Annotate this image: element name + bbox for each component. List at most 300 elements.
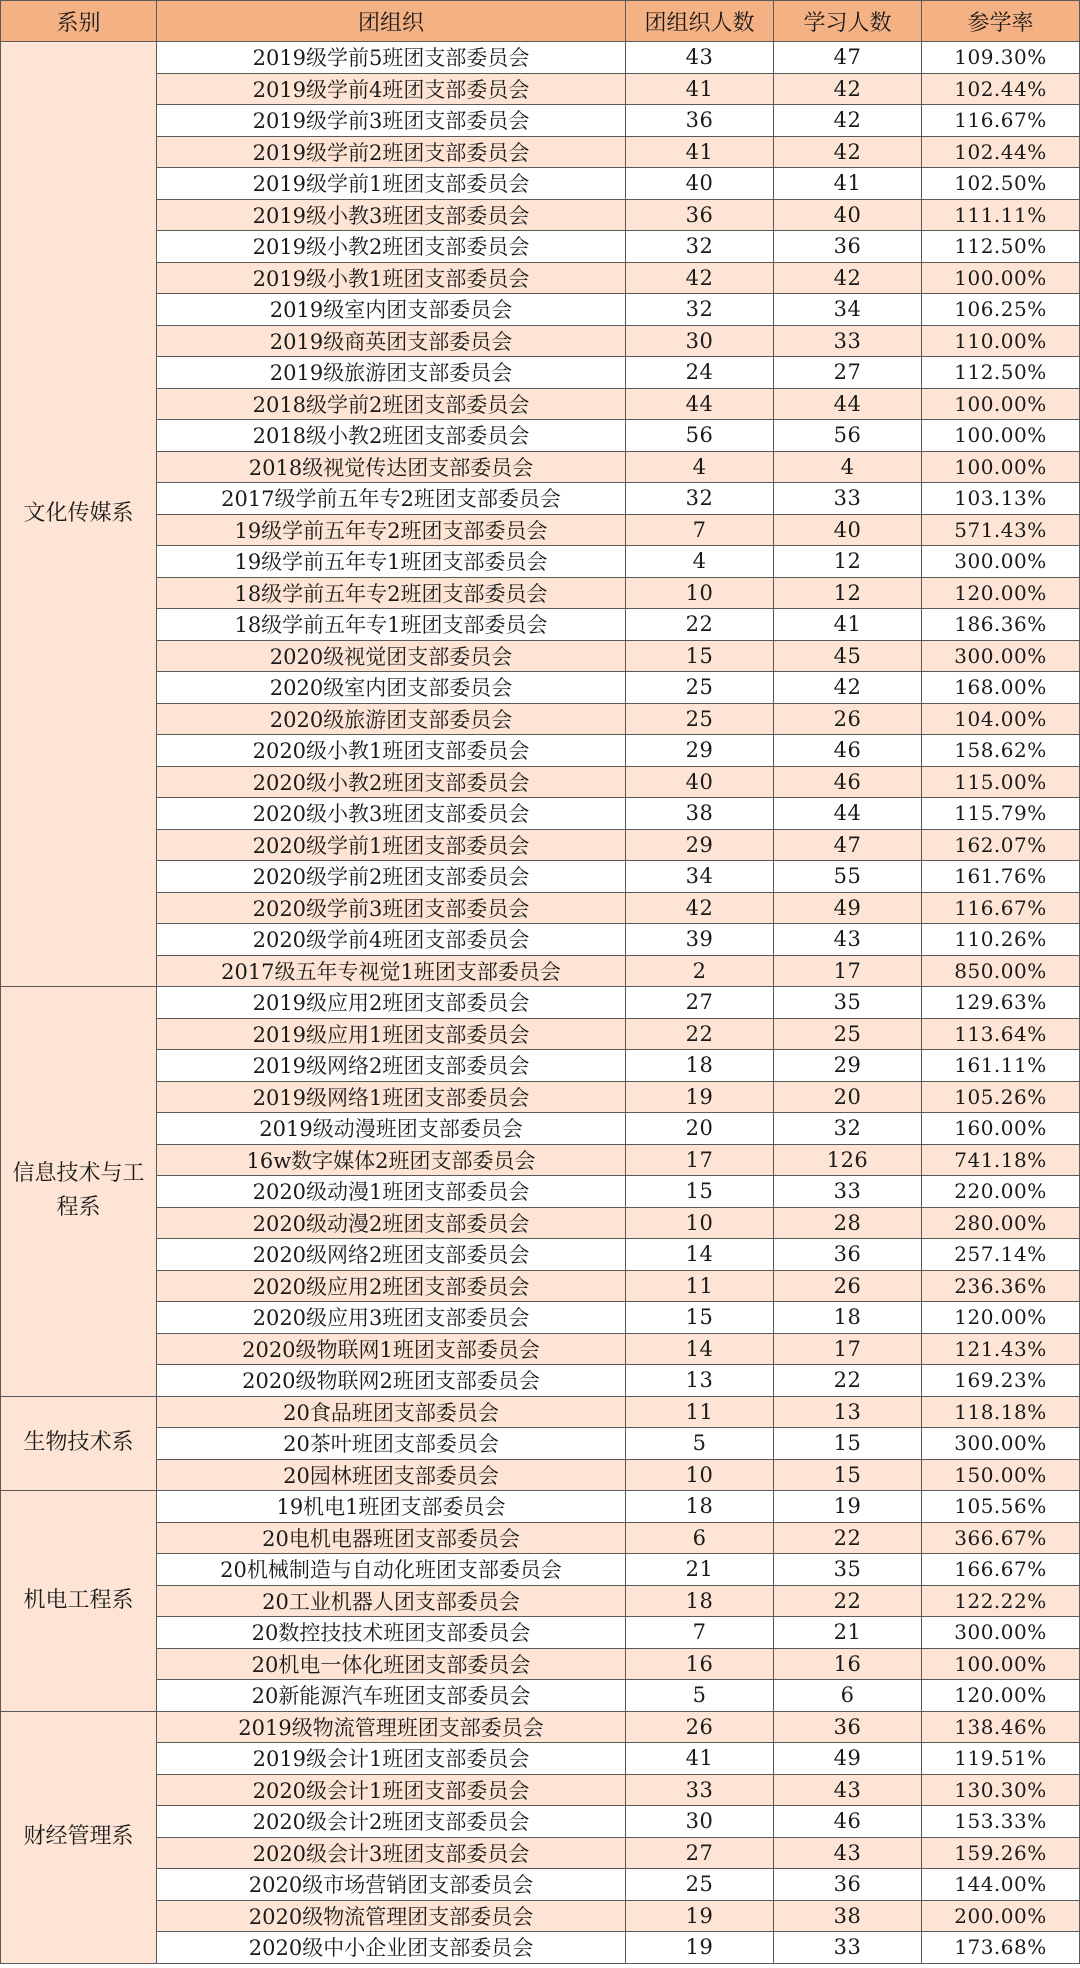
rate-cell: 150.00% — [922, 1459, 1080, 1491]
department-cell: 机电工程系 — [1, 1491, 157, 1712]
table-row — [1, 1428, 1080, 1460]
department-cell: 信息技术与工程系 — [1, 987, 157, 1397]
organization-cell: 16w数字媒体2班团支部委员会 — [157, 1144, 626, 1176]
table-row — [1, 1333, 1080, 1365]
organization-cell: 2020级物联网2班团支部委员会 — [157, 1365, 626, 1397]
organization-cell: 2018级小教2班团支部委员会 — [157, 420, 626, 452]
table-row — [1, 136, 1080, 168]
organization-cell: 2019级商英团支部委员会 — [157, 325, 626, 357]
organization-cell: 2019级网络1班团支部委员会 — [157, 1081, 626, 1113]
org-count-cell: 27 — [626, 1837, 774, 1869]
organization-cell: 20机械制造与自动化班团支部委员会 — [157, 1554, 626, 1586]
table-row — [1, 640, 1080, 672]
rate-cell: 160.00% — [922, 1113, 1080, 1145]
table-row — [1, 766, 1080, 798]
org-count-cell: 41 — [626, 73, 774, 105]
org-count-cell: 25 — [626, 703, 774, 735]
org-count-cell: 32 — [626, 483, 774, 515]
organization-cell: 2020级物流管理团支部委员会 — [157, 1900, 626, 1932]
rate-cell: 102.44% — [922, 136, 1080, 168]
org-count-cell: 56 — [626, 420, 774, 452]
study-count-cell: 28 — [774, 1207, 922, 1239]
org-count-cell: 6 — [626, 1522, 774, 1554]
study-count-cell: 27 — [774, 357, 922, 389]
table-row — [1, 294, 1080, 326]
rate-cell: 102.50% — [922, 168, 1080, 200]
organization-cell: 2020级视觉团支部委员会 — [157, 640, 626, 672]
rate-cell: 130.30% — [922, 1774, 1080, 1806]
rate-cell: 105.56% — [922, 1491, 1080, 1523]
rate-cell: 153.33% — [922, 1806, 1080, 1838]
organization-cell: 2017级五年专视觉1班团支部委员会 — [157, 955, 626, 987]
rate-cell: 138.46% — [922, 1711, 1080, 1743]
org-count-cell: 41 — [626, 136, 774, 168]
table-row — [1, 231, 1080, 263]
organization-cell: 20机电一体化班团支部委员会 — [157, 1648, 626, 1680]
organization-cell: 2020级动漫1班团支部委员会 — [157, 1176, 626, 1208]
rate-cell: 119.51% — [922, 1743, 1080, 1775]
table-row — [1, 451, 1080, 483]
organization-cell: 20电机电器班团支部委员会 — [157, 1522, 626, 1554]
rate-cell: 111.11% — [922, 199, 1080, 231]
rate-cell: 112.50% — [922, 231, 1080, 263]
rate-cell: 173.68% — [922, 1932, 1080, 1964]
study-count-cell: 49 — [774, 1743, 922, 1775]
table-row — [1, 1050, 1080, 1082]
org-count-cell: 7 — [626, 514, 774, 546]
table-row — [1, 1837, 1080, 1869]
table-row — [1, 1459, 1080, 1491]
study-count-cell: 47 — [774, 42, 922, 74]
organization-cell: 2020级学前1班团支部委员会 — [157, 829, 626, 861]
study-count-cell: 15 — [774, 1428, 922, 1460]
study-count-cell: 22 — [774, 1522, 922, 1554]
rate-cell: 100.00% — [922, 388, 1080, 420]
study-count-cell: 33 — [774, 1176, 922, 1208]
org-count-cell: 15 — [626, 1302, 774, 1334]
rate-cell: 100.00% — [922, 420, 1080, 452]
org-count-cell: 4 — [626, 546, 774, 578]
rate-cell: 129.63% — [922, 987, 1080, 1019]
org-count-cell: 5 — [626, 1680, 774, 1712]
organization-cell: 2017级学前五年专2班团支部委员会 — [157, 483, 626, 515]
org-count-cell: 26 — [626, 1711, 774, 1743]
organization-cell: 20园林班团支部委员会 — [157, 1459, 626, 1491]
study-count-cell: 56 — [774, 420, 922, 452]
study-count-cell: 26 — [774, 703, 922, 735]
table-row — [1, 1270, 1080, 1302]
study-count-cell: 46 — [774, 766, 922, 798]
header-row — [1, 1, 1080, 42]
table-row — [1, 1176, 1080, 1208]
organization-cell: 2020级会计1班团支部委员会 — [157, 1774, 626, 1806]
organization-cell: 2019级小教3班团支部委员会 — [157, 199, 626, 231]
organization-cell: 2019级应用1班团支部委员会 — [157, 1018, 626, 1050]
table-row — [1, 168, 1080, 200]
organization-cell: 2019级室内团支部委员会 — [157, 294, 626, 326]
study-count-cell: 33 — [774, 483, 922, 515]
org-count-cell: 40 — [626, 766, 774, 798]
rate-cell: 161.76% — [922, 861, 1080, 893]
organization-cell: 2020级会计3班团支部委员会 — [157, 1837, 626, 1869]
organization-cell: 20食品班团支部委员会 — [157, 1396, 626, 1428]
organization-cell: 2020级会计2班团支部委员会 — [157, 1806, 626, 1838]
table-row — [1, 1774, 1080, 1806]
study-count-cell: 40 — [774, 514, 922, 546]
study-count-cell: 42 — [774, 136, 922, 168]
org-count-cell: 22 — [626, 1018, 774, 1050]
org-count-cell: 19 — [626, 1081, 774, 1113]
rate-cell: 112.50% — [922, 357, 1080, 389]
org-count-cell: 18 — [626, 1491, 774, 1523]
table-row — [1, 1302, 1080, 1334]
org-count-cell: 30 — [626, 325, 774, 357]
table-row — [1, 514, 1080, 546]
table-row — [1, 325, 1080, 357]
org-count-cell: 18 — [626, 1585, 774, 1617]
header-organization: 团组织 — [157, 1, 626, 42]
organization-cell: 18级学前五年专1班团支部委员会 — [157, 609, 626, 641]
study-count-cell: 12 — [774, 577, 922, 609]
org-count-cell: 11 — [626, 1270, 774, 1302]
department-cell: 文化传媒系 — [1, 42, 157, 987]
organization-cell: 20工业机器人团支部委员会 — [157, 1585, 626, 1617]
study-count-cell: 4 — [774, 451, 922, 483]
table-row — [1, 1806, 1080, 1838]
rate-cell: 115.79% — [922, 798, 1080, 830]
table-row — [1, 892, 1080, 924]
rate-cell: 120.00% — [922, 1302, 1080, 1334]
table-row — [1, 199, 1080, 231]
organization-cell: 2019级会计1班团支部委员会 — [157, 1743, 626, 1775]
study-count-cell: 35 — [774, 1554, 922, 1586]
org-count-cell: 38 — [626, 798, 774, 830]
study-count-cell: 36 — [774, 1869, 922, 1901]
table-row — [1, 1144, 1080, 1176]
study-count-cell: 15 — [774, 1459, 922, 1491]
organization-cell: 2019级学前2班团支部委员会 — [157, 136, 626, 168]
study-count-cell: 42 — [774, 262, 922, 294]
study-count-cell: 25 — [774, 1018, 922, 1050]
org-count-cell: 16 — [626, 1648, 774, 1680]
organization-cell: 18级学前五年专2班团支部委员会 — [157, 577, 626, 609]
table-row — [1, 861, 1080, 893]
org-count-cell: 41 — [626, 1743, 774, 1775]
header-study-count: 学习人数 — [774, 1, 922, 42]
table-row — [1, 42, 1080, 74]
study-count-cell: 43 — [774, 924, 922, 956]
rate-cell: 220.00% — [922, 1176, 1080, 1208]
study-count-cell: 21 — [774, 1617, 922, 1649]
org-count-cell: 44 — [626, 388, 774, 420]
study-count-cell: 16 — [774, 1648, 922, 1680]
org-count-cell: 25 — [626, 1869, 774, 1901]
table-row — [1, 1396, 1080, 1428]
organization-cell: 2018级学前2班团支部委员会 — [157, 388, 626, 420]
org-count-cell: 29 — [626, 829, 774, 861]
org-count-cell: 24 — [626, 357, 774, 389]
organization-cell: 2019级学前1班团支部委员会 — [157, 168, 626, 200]
study-count-cell: 36 — [774, 231, 922, 263]
study-count-cell: 46 — [774, 735, 922, 767]
rate-cell: 280.00% — [922, 1207, 1080, 1239]
study-count-cell: 13 — [774, 1396, 922, 1428]
study-count-cell: 17 — [774, 955, 922, 987]
org-count-cell: 18 — [626, 1050, 774, 1082]
department-cell: 财经管理系 — [1, 1711, 157, 1963]
organization-cell: 2019级小教1班团支部委员会 — [157, 262, 626, 294]
study-count-cell: 12 — [774, 546, 922, 578]
org-count-cell: 15 — [626, 1176, 774, 1208]
rate-cell: 571.43% — [922, 514, 1080, 546]
organization-cell: 2020级旅游团支部委员会 — [157, 703, 626, 735]
org-count-cell: 43 — [626, 42, 774, 74]
study-count-cell: 43 — [774, 1774, 922, 1806]
rate-cell: 102.44% — [922, 73, 1080, 105]
table-row — [1, 735, 1080, 767]
rate-cell: 161.11% — [922, 1050, 1080, 1082]
table-row — [1, 1522, 1080, 1554]
study-count-cell: 55 — [774, 861, 922, 893]
table-row — [1, 262, 1080, 294]
table-row — [1, 73, 1080, 105]
table-row — [1, 1081, 1080, 1113]
study-count-cell: 41 — [774, 168, 922, 200]
table-row — [1, 105, 1080, 137]
table-row — [1, 546, 1080, 578]
organization-cell: 2020级学前2班团支部委员会 — [157, 861, 626, 893]
study-count-cell: 32 — [774, 1113, 922, 1145]
rate-cell: 168.00% — [922, 672, 1080, 704]
organization-cell: 2019级旅游团支部委员会 — [157, 357, 626, 389]
table-row — [1, 672, 1080, 704]
organization-cell: 2018级视觉传达团支部委员会 — [157, 451, 626, 483]
table-row — [1, 1018, 1080, 1050]
organization-cell: 2019级应用2班团支部委员会 — [157, 987, 626, 1019]
organization-cell: 20茶叶班团支部委员会 — [157, 1428, 626, 1460]
rate-cell: 100.00% — [922, 262, 1080, 294]
table-row — [1, 1113, 1080, 1145]
rate-cell: 100.00% — [922, 1648, 1080, 1680]
study-count-cell: 17 — [774, 1333, 922, 1365]
org-count-cell: 19 — [626, 1932, 774, 1964]
rate-cell: 105.26% — [922, 1081, 1080, 1113]
org-count-cell: 11 — [626, 1396, 774, 1428]
table-row — [1, 1648, 1080, 1680]
organization-cell: 2019级学前4班团支部委员会 — [157, 73, 626, 105]
study-count-cell: 42 — [774, 672, 922, 704]
rate-cell: 113.64% — [922, 1018, 1080, 1050]
study-count-cell: 29 — [774, 1050, 922, 1082]
organization-cell: 2019级动漫班团支部委员会 — [157, 1113, 626, 1145]
organization-cell: 2019级学前3班团支部委员会 — [157, 105, 626, 137]
organization-cell: 2019级小教2班团支部委员会 — [157, 231, 626, 263]
table-row — [1, 483, 1080, 515]
rate-cell: 121.43% — [922, 1333, 1080, 1365]
organization-cell: 2020级应用3班团支部委员会 — [157, 1302, 626, 1334]
organization-cell: 2020级学前3班团支部委员会 — [157, 892, 626, 924]
rate-cell: 300.00% — [922, 546, 1080, 578]
org-count-cell: 10 — [626, 1459, 774, 1491]
table-row — [1, 703, 1080, 735]
rate-cell: 100.00% — [922, 451, 1080, 483]
organization-cell: 19级学前五年专1班团支部委员会 — [157, 546, 626, 578]
org-count-cell: 27 — [626, 987, 774, 1019]
organization-cell: 2020级应用2班团支部委员会 — [157, 1270, 626, 1302]
table-row — [1, 1554, 1080, 1586]
study-count-cell: 40 — [774, 199, 922, 231]
org-count-cell: 25 — [626, 672, 774, 704]
rate-cell: 169.23% — [922, 1365, 1080, 1397]
table-row — [1, 1900, 1080, 1932]
org-count-cell: 7 — [626, 1617, 774, 1649]
org-count-cell: 4 — [626, 451, 774, 483]
org-count-cell: 40 — [626, 168, 774, 200]
org-count-cell: 17 — [626, 1144, 774, 1176]
organization-cell: 2019级学前5班团支部委员会 — [157, 42, 626, 74]
table-row — [1, 1680, 1080, 1712]
organization-cell: 2020级网络2班团支部委员会 — [157, 1239, 626, 1271]
org-count-cell: 34 — [626, 861, 774, 893]
rate-cell: 103.13% — [922, 483, 1080, 515]
organization-cell: 2020级小教1班团支部委员会 — [157, 735, 626, 767]
org-count-cell: 14 — [626, 1239, 774, 1271]
table-row — [1, 609, 1080, 641]
study-count-cell: 36 — [774, 1711, 922, 1743]
org-count-cell: 32 — [626, 294, 774, 326]
table-row — [1, 1932, 1080, 1964]
org-count-cell: 10 — [626, 1207, 774, 1239]
table-row — [1, 924, 1080, 956]
rate-cell: 120.00% — [922, 577, 1080, 609]
study-count-cell: 33 — [774, 1932, 922, 1964]
study-count-cell: 46 — [774, 1806, 922, 1838]
rate-cell: 158.62% — [922, 735, 1080, 767]
table-row — [1, 388, 1080, 420]
organization-cell: 19机电1班团支部委员会 — [157, 1491, 626, 1523]
table-row — [1, 1239, 1080, 1271]
study-count-cell: 18 — [774, 1302, 922, 1334]
organization-cell: 2020级学前4班团支部委员会 — [157, 924, 626, 956]
org-count-cell: 29 — [626, 735, 774, 767]
study-count-cell: 42 — [774, 73, 922, 105]
org-count-cell: 30 — [626, 1806, 774, 1838]
study-count-cell: 22 — [774, 1365, 922, 1397]
rate-cell: 300.00% — [922, 640, 1080, 672]
organization-cell: 2020级物联网1班团支部委员会 — [157, 1333, 626, 1365]
rate-cell: 104.00% — [922, 703, 1080, 735]
study-count-cell: 126 — [774, 1144, 922, 1176]
table-row — [1, 1869, 1080, 1901]
study-count-cell: 26 — [774, 1270, 922, 1302]
study-count-cell: 22 — [774, 1585, 922, 1617]
rate-cell: 366.67% — [922, 1522, 1080, 1554]
rate-cell: 200.00% — [922, 1900, 1080, 1932]
organization-cell: 2020级动漫2班团支部委员会 — [157, 1207, 626, 1239]
header-org-count: 团组织人数 — [626, 1, 774, 42]
study-count-cell: 19 — [774, 1491, 922, 1523]
org-count-cell: 42 — [626, 262, 774, 294]
rate-cell: 166.67% — [922, 1554, 1080, 1586]
study-count-cell: 35 — [774, 987, 922, 1019]
org-count-cell: 19 — [626, 1900, 774, 1932]
org-count-cell: 21 — [626, 1554, 774, 1586]
study-count-cell: 42 — [774, 105, 922, 137]
org-count-cell: 36 — [626, 105, 774, 137]
table-row — [1, 1365, 1080, 1397]
table-row — [1, 955, 1080, 987]
rate-cell: 110.00% — [922, 325, 1080, 357]
org-count-cell: 22 — [626, 609, 774, 641]
org-count-cell: 10 — [626, 577, 774, 609]
study-count-cell: 6 — [774, 1680, 922, 1712]
organization-cell: 2020级市场营销团支部委员会 — [157, 1869, 626, 1901]
table-row — [1, 1585, 1080, 1617]
rate-cell: 118.18% — [922, 1396, 1080, 1428]
org-count-cell: 13 — [626, 1365, 774, 1397]
study-count-cell: 43 — [774, 1837, 922, 1869]
org-count-cell: 42 — [626, 892, 774, 924]
organization-cell: 20数控技技术班团支部委员会 — [157, 1617, 626, 1649]
org-count-cell: 2 — [626, 955, 774, 987]
organization-cell: 2019级物流管理班团支部委员会 — [157, 1711, 626, 1743]
rate-cell: 106.25% — [922, 294, 1080, 326]
table-row — [1, 1617, 1080, 1649]
rate-cell: 159.26% — [922, 1837, 1080, 1869]
department-cell: 生物技术系 — [1, 1396, 157, 1491]
table-row — [1, 1743, 1080, 1775]
organization-cell: 20新能源汽车班团支部委员会 — [157, 1680, 626, 1712]
rate-cell: 110.26% — [922, 924, 1080, 956]
study-count-cell: 47 — [774, 829, 922, 861]
org-count-cell: 36 — [626, 199, 774, 231]
header-rate: 参学率 — [922, 1, 1080, 42]
table-row — [1, 357, 1080, 389]
org-count-cell: 5 — [626, 1428, 774, 1460]
table-row — [1, 420, 1080, 452]
organization-cell: 19级学前五年专2班团支部委员会 — [157, 514, 626, 546]
table-body — [1, 42, 1080, 1964]
org-count-cell: 14 — [626, 1333, 774, 1365]
study-count-cell: 34 — [774, 294, 922, 326]
rate-cell: 116.67% — [922, 105, 1080, 137]
table-row — [1, 577, 1080, 609]
rate-cell: 257.14% — [922, 1239, 1080, 1271]
rate-cell: 300.00% — [922, 1617, 1080, 1649]
rate-cell: 300.00% — [922, 1428, 1080, 1460]
rate-cell: 741.18% — [922, 1144, 1080, 1176]
rate-cell: 186.36% — [922, 609, 1080, 641]
study-count-cell: 44 — [774, 798, 922, 830]
org-count-cell: 15 — [626, 640, 774, 672]
table-row — [1, 1207, 1080, 1239]
organization-cell: 2019级网络2班团支部委员会 — [157, 1050, 626, 1082]
organization-cell: 2020级小教3班团支部委员会 — [157, 798, 626, 830]
rate-cell: 850.00% — [922, 955, 1080, 987]
study-count-cell: 49 — [774, 892, 922, 924]
study-count-cell: 41 — [774, 609, 922, 641]
study-count-cell: 33 — [774, 325, 922, 357]
org-count-cell: 20 — [626, 1113, 774, 1145]
table-row — [1, 829, 1080, 861]
rate-cell: 122.22% — [922, 1585, 1080, 1617]
org-count-cell: 33 — [626, 1774, 774, 1806]
table-row — [1, 798, 1080, 830]
table-row — [1, 987, 1080, 1019]
organization-cell: 2020级中小企业团支部委员会 — [157, 1932, 626, 1964]
table-header — [1, 1, 1080, 42]
org-count-cell: 39 — [626, 924, 774, 956]
